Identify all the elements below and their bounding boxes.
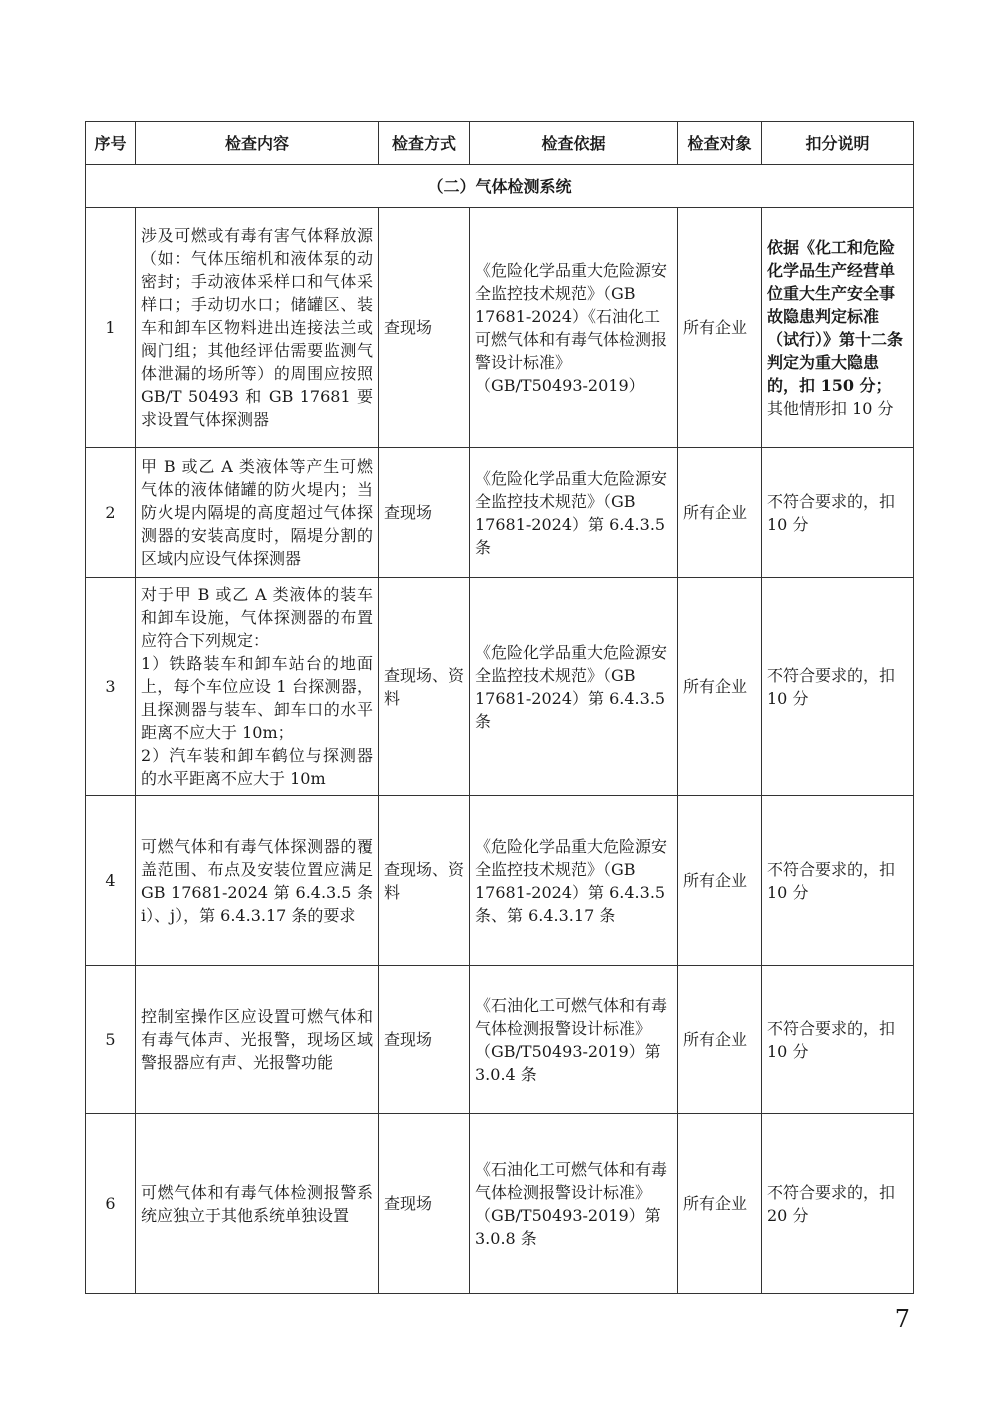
row-basis: 《危险化学品重大危险源安全监控技术规范》（GB 17681-2024）第 6.4.3.5 条 xyxy=(470,578,678,796)
table-row xyxy=(86,796,914,966)
row-content: 可燃气体和有毒气体检测报警系统应独立于其他系统单独设置 xyxy=(136,1114,379,1294)
row-number: 1 xyxy=(86,208,136,448)
header-no: 序号 xyxy=(86,122,136,165)
inspection-table xyxy=(85,121,914,1294)
section-row xyxy=(86,165,914,208)
table-row xyxy=(86,1114,914,1294)
row-target: 所有企业 xyxy=(678,578,762,796)
row-deduction: 不符合要求的，扣 10 分 xyxy=(762,448,914,578)
row-deduction: 不符合要求的，扣 10 分 xyxy=(762,966,914,1114)
row-method: 查现场 xyxy=(379,966,470,1114)
row-deduction: 不符合要求的，扣 10 分 xyxy=(762,796,914,966)
table-row xyxy=(86,966,914,1114)
row-method: 查现场、资料 xyxy=(379,578,470,796)
row-basis: 《石油化工可燃气体和有毒气体检测报警设计标准》（GB/T50493-2019）第 3.0.8 条 xyxy=(470,1114,678,1294)
header-method: 检查方式 xyxy=(379,122,470,165)
row-basis: 《危险化学品重大危险源安全监控技术规范》（GB 17681-2024）第 6.4.3.5 条 xyxy=(470,448,678,578)
row-method: 查现场 xyxy=(379,208,470,448)
table-header-row xyxy=(86,122,914,165)
header-content: 检查内容 xyxy=(136,122,379,165)
row-content: 涉及可燃或有毒有害气体释放源（如：气体压缩机和液体泵的动密封；手动液体采样口和气体采样口；手动切水口；储罐区、装车和卸车区物料进出连接法兰或阀门组；其他经评估需要监测气体泄漏的场所等）的周围应按照 GB/T 50493 和 GB 17681 要求设置气体探测器 xyxy=(136,208,379,448)
row-target: 所有企业 xyxy=(678,1114,762,1294)
header-basis: 检查依据 xyxy=(470,122,678,165)
row-target: 所有企业 xyxy=(678,448,762,578)
row-deduction-other: 其他情形扣 10 分 xyxy=(767,398,894,418)
row-deduction: 不符合要求的，扣 20 分 xyxy=(762,1114,914,1294)
row-deduction xyxy=(762,208,914,448)
row-basis: 《石油化工可燃气体和有毒气体检测报警设计标准》（GB/T50493-2019）第 3.0.4 条 xyxy=(470,966,678,1114)
table-row xyxy=(86,578,914,796)
row-deduction: 不符合要求的，扣 10 分 xyxy=(762,578,914,796)
row-content: 控制室操作区应设置可燃气体和有毒气体声、光报警，现场区域警报器应有声、光报警功能 xyxy=(136,966,379,1114)
page-number: 7 xyxy=(894,1305,910,1333)
row-target: 所有企业 xyxy=(678,796,762,966)
row-content: 对于甲 B 或乙 A 类液体的装车和卸车设施，气体探测器的布置应符合下列规定： 1）铁路装车和卸车站台的地面上，每个车位应设 1 台探测器，且探测器与装车、卸车口的水平距离不应大于 10m； 2）汽车装和卸车鹤位与探测器的水平距离不应大于 10m xyxy=(136,578,379,796)
row-number: 3 xyxy=(86,578,136,796)
row-content: 可燃气体和有毒气体探测器的覆盖范围、布点及安装位置应满足 GB 17681-2024 第 6.4.3.5 条 i）、j），第 6.4.3.17 条的要求 xyxy=(136,796,379,966)
row-basis: 《危险化学品重大危险源安全监控技术规范》（GB 17681-2024）第 6.4.3.5 条、第 6.4.3.17 条 xyxy=(470,796,678,966)
row-number: 4 xyxy=(86,796,136,966)
row-method: 查现场 xyxy=(379,448,470,578)
row-number: 6 xyxy=(86,1114,136,1294)
row-target: 所有企业 xyxy=(678,208,762,448)
row-number: 5 xyxy=(86,966,136,1114)
row-target: 所有企业 xyxy=(678,966,762,1114)
row-method: 查现场 xyxy=(379,1114,470,1294)
row-content: 甲 B 或乙 A 类液体等产生可燃气体的液体储罐的防火堤内；当防火堤内隔堤的高度超过气体探测器的安装高度时，隔堤分割的区域内应设气体探测器 xyxy=(136,448,379,578)
table-row xyxy=(86,448,914,578)
row-deduction-major: 依据《化工和危险化学品生产经营单位重大生产安全事故隐患判定标准（试行）》第十二条判定为重大隐患的，扣 150 分； xyxy=(767,237,904,395)
row-basis: 《危险化学品重大危险源安全监控技术规范》（GB 17681-2024）《石油化工可燃气体和有毒气体检测报警设计标准》（GB/T50493-2019） xyxy=(470,208,678,448)
row-number: 2 xyxy=(86,448,136,578)
table-row xyxy=(86,208,914,448)
header-target: 检查对象 xyxy=(678,122,762,165)
header-deduction: 扣分说明 xyxy=(762,122,914,165)
section-title: （二）气体检测系统 xyxy=(86,165,914,208)
row-method: 查现场、资料 xyxy=(379,796,470,966)
